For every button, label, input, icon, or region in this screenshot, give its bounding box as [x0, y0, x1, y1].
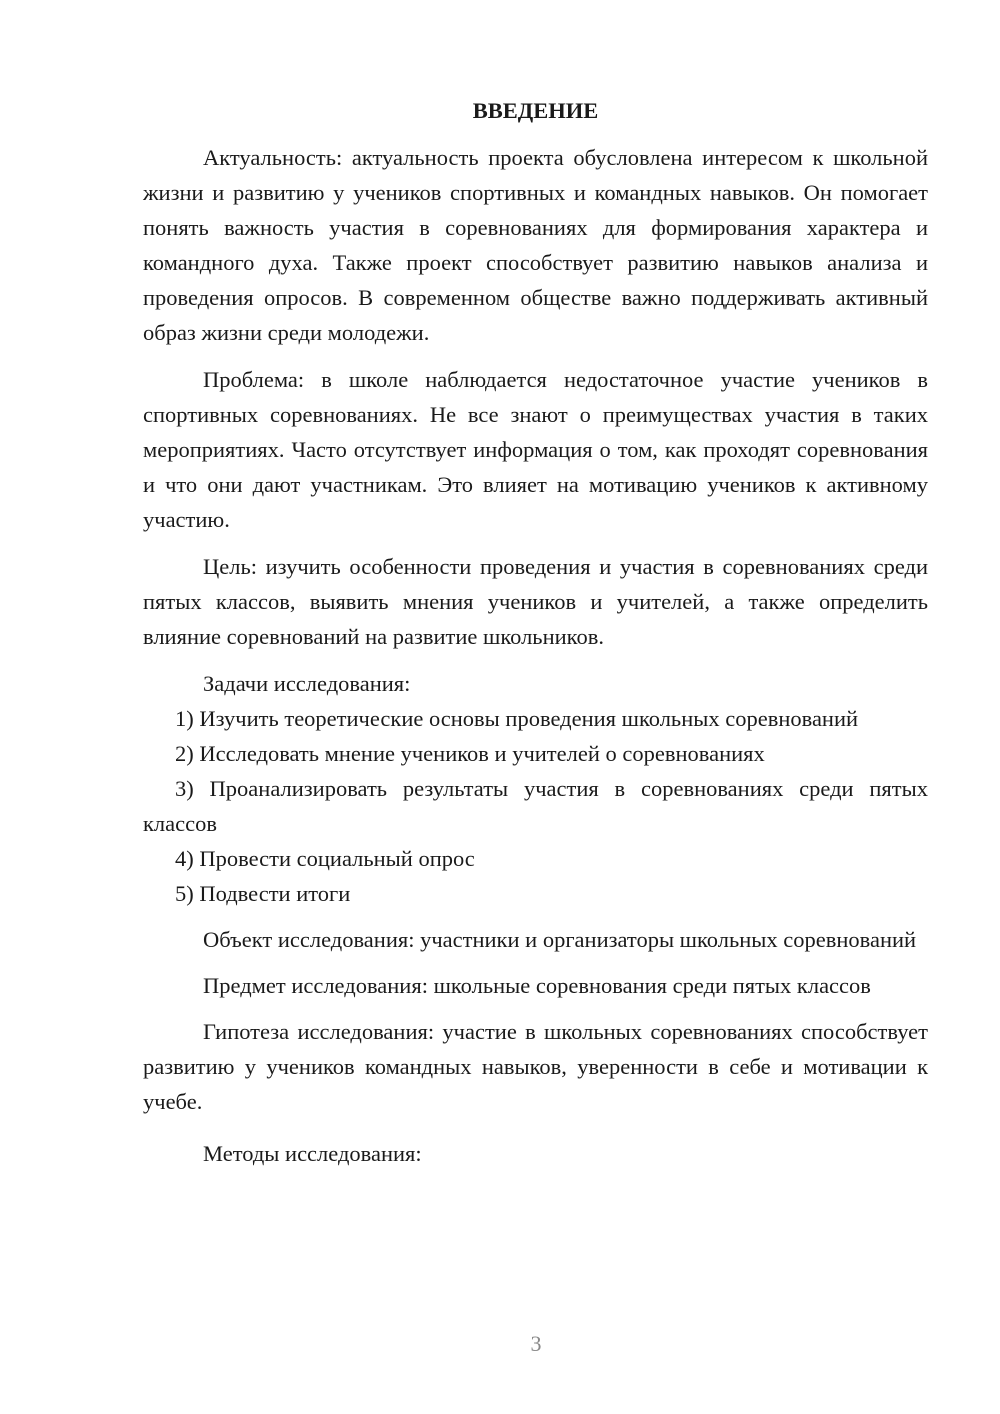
task-item-1: 1) Изучить теоретические основы проведения школьных соревнований: [175, 706, 859, 731]
relevance-paragraph: Актуальность: актуальность проекта обусловлена интересом к школьной жизни и развитию у учеников спортивных и командных навыков. Он помогает понять важность участия в соревнованиях для формирования характера и командного духа. Также проект способствует развитию навыков анализа и проведения опросов. В современном обществе важно поддерживать активный образ жизни среди молодежи.: [143, 145, 928, 345]
tasks-list: [143, 701, 928, 911]
goal-paragraph: Цель: изучить особенности проведения и участия в соревнованиях среди пятых классов, выявить мнения учеников и учителей, а также определить влияние соревнований на развитие школьников.: [143, 554, 928, 649]
hypothesis-paragraph: Гипотеза исследования: участие в школьных соревнованиях способствует развитию у учеников командных навыков, уверенности в себе и мотивации к учебе.: [143, 1019, 928, 1114]
methods-title: Методы исследования:: [203, 1141, 422, 1166]
page-number: 3: [530, 1331, 542, 1356]
section-heading: ВВЕДЕНИЕ: [472, 98, 599, 123]
subject-paragraph: Предмет исследования: школьные соревнования среди пятых классов: [203, 973, 871, 998]
task-item-5: 5) Подвести итоги: [175, 881, 351, 906]
task-item-3: 3) Проанализировать результаты участия в соревнованиях среди пятых классов: [143, 776, 928, 836]
task-item-2: 2) Исследовать мнение учеников и учителей о соревнованиях: [175, 741, 765, 766]
object-paragraph: Объект исследования: участники и организаторы школьных соревнований: [203, 927, 917, 952]
task-item-4: 4) Провести социальный опрос: [175, 846, 475, 871]
tasks-title: Задачи исследования:: [203, 671, 411, 696]
problem-paragraph: Проблема: в школе наблюдается недостаточное участие учеников в спортивных соревнованиях. Не все знают о преимуществах участия в таких мероприятиях. Часто отсутствует информация о том, как проходят соревнования и что они дают участникам. Это влияет на мотивацию учеников к активному участию.: [143, 367, 928, 532]
page-content: [143, 96, 928, 1171]
